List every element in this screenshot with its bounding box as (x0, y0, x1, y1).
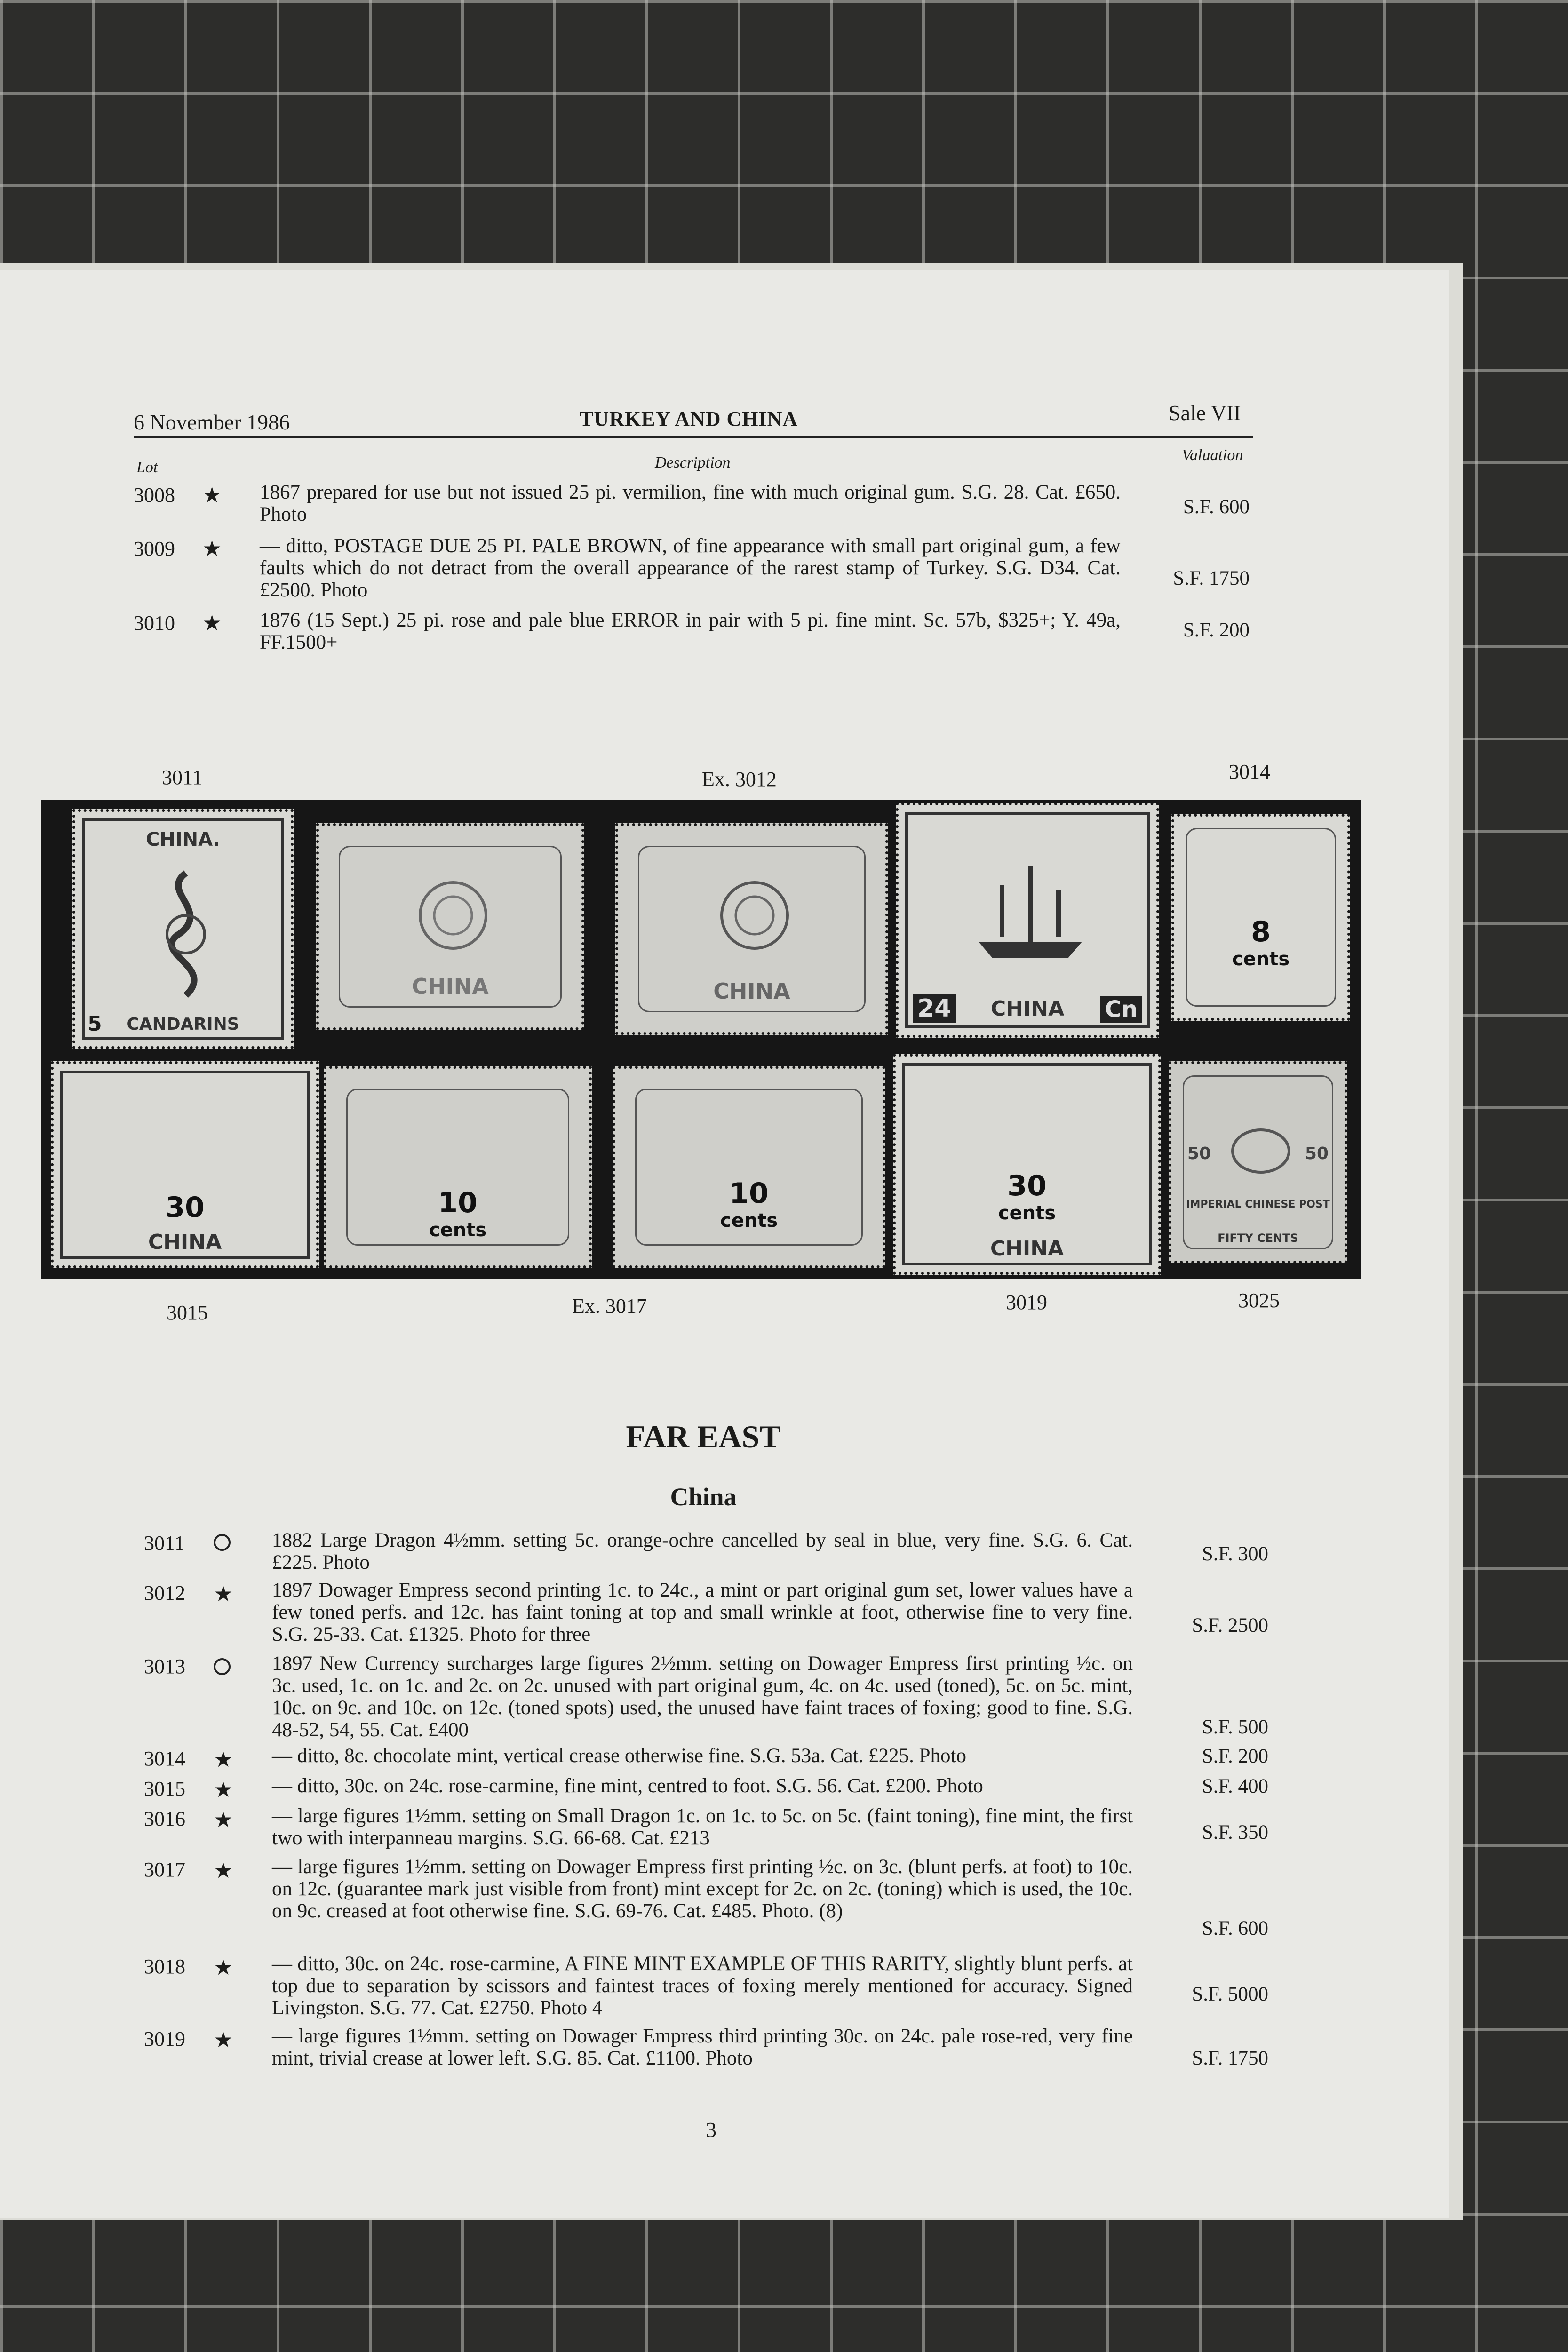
lot-number: 3014 (144, 1747, 185, 1770)
lot-valuation: S.F. 2500 (1192, 1614, 1268, 1637)
column-lot: Lot (136, 459, 158, 476)
dragon-icon (132, 864, 240, 1005)
stamp-surcharge: 30 (165, 1191, 205, 1224)
stamp-photo-plate (41, 800, 1361, 1279)
column-description: Description (655, 454, 731, 471)
lot-description: — ditto, 30c. on 24c. rose-carmine, A FINE MINT EXAMPLE OF THIS RARITY, slightly blunt perfs. at top due to separation by scissors and faintest traces of foxing merely mentioned for accuracy. Signed Livingston. S.G. 77. Cat. £2750. Photo 4 (272, 1953, 1133, 2019)
lot-valuation: S.F. 300 (1202, 1543, 1268, 1565)
mint-star-icon (214, 1581, 233, 1606)
stamp-surcharge: cents (1232, 948, 1290, 970)
lot-description: — ditto, 30c. on 24c. rose-carmine, fine mint, centred to foot. S.G. 56. Cat. £200. Photo (272, 1775, 983, 1797)
lot-number: 3019 (144, 2027, 185, 2050)
stamp-text: CHINA (412, 974, 489, 999)
lot-description: — ditto, POSTAGE DUE 25 PI. PALE BROWN, of fine appearance with small part original gum, a few faults which do not detract from the overall appearance of the rarest stamp of Turkey. S.G. D34. Cat. £2500. Photo (260, 535, 1121, 601)
stamp-text: IMPERIAL CHINESE POST (1186, 1199, 1330, 1210)
photo-caption: Ex. 3017 (572, 1295, 647, 1318)
lot-number: 3012 (144, 1581, 185, 1605)
lot-description: 1867 prepared for use but not issued 25 pi. vermilion, fine with much original gum. S.G. 28. Cat. £650. Photo (260, 481, 1121, 525)
stamp-imperial-post (1169, 1061, 1347, 1263)
lot-valuation: S.F. 5000 (1192, 1983, 1268, 2005)
header-rule (134, 436, 1253, 438)
stamp-surcharge-30c (893, 1054, 1161, 1275)
mint-star-icon (202, 536, 222, 561)
section-title: FAR EAST (626, 1419, 781, 1454)
mint-star-icon (214, 1807, 233, 1832)
lot-description: 1897 Dowager Empress second printing 1c. to 24c., a mint or part original gum set, lower values have a few toned perfs. and 12c. has faint toning at top and small wrinkle at foot, otherwise fine to very fine. S.G. 25-33. Cat. £1325. Photo for three (272, 1579, 1133, 1645)
lot-number: 3016 (144, 1807, 185, 1830)
lot-number: 3017 (144, 1858, 185, 1881)
lot-description: 1876 (15 Sept.) 25 pi. rose and pale blue ERROR in pair with 5 pi. fine mint. Sc. 57b, $325+; Y. 49a, FF.1500+ (260, 609, 1121, 653)
photo-caption: 3011 (162, 766, 203, 789)
stamp-surcharge-8c (1171, 814, 1350, 1021)
ship-icon (969, 857, 1091, 965)
lot-number: 3018 (144, 1955, 185, 1978)
stamp-text: FIFTY CENTS (1218, 1232, 1298, 1245)
stamp-surcharge: 8 (1251, 915, 1271, 948)
photo-caption: 3025 (1238, 1289, 1280, 1312)
lot-description: 1897 New Currency surcharges large figures 2½mm. setting on Dowager Empress first printing ½c. on 3c. used, 1c. on 1c. and 2c. on 2c. unused with part original gum, 4c. on 4c. used (toned), 5c. on 5c. mint, 10c. on 9c. and 10c. on 12c. (toned spots) used, the unused have faint traces of foxing; good to fine. S.G. 48-52, 54, 55. Cat. £400 (272, 1653, 1133, 1741)
stamp-junk-ship (896, 803, 1159, 1038)
lot-valuation: S.F. 200 (1183, 619, 1250, 641)
stamp-text: CHINA. (145, 829, 221, 850)
medallion-icon (415, 878, 491, 953)
mint-star-icon (214, 1777, 233, 1802)
stamp-surcharge: cents (998, 1202, 1056, 1224)
lot-valuation: S.F. 600 (1202, 1917, 1268, 1939)
stamp-large-dragon (72, 809, 294, 1049)
stamp-text: CHINA (990, 997, 1065, 1021)
header-title: TURKEY AND CHINA (580, 407, 798, 430)
stamp-value: 50 (1187, 1144, 1211, 1163)
lot-valuation: S.F. 200 (1202, 1745, 1268, 1767)
stamp-text: Cn (1100, 996, 1142, 1023)
lot-number: 3009 (134, 537, 175, 560)
lot-valuation: S.F. 350 (1202, 1821, 1268, 1843)
lot-description: — large figures 1½mm. setting on Dowager Empress third printing 30c. on 24c. pale rose-red, very fine mint, trivial crease at lower left. S.G. 85. Cat. £1100. Photo (272, 2025, 1133, 2069)
stamp-surcharge-10c (324, 1066, 592, 1268)
lot-valuation: S.F. 500 (1202, 1716, 1268, 1738)
stamp-dowager-empress (615, 823, 888, 1035)
mint-star-icon (202, 482, 222, 508)
lot-description: — large figures 1½mm. setting on Small Dragon 1c. on 1c. to 5c. on 5c. (faint toning), fine mint, the first two with interpanneau margins. S.G. 66-68. Cat. £213 (272, 1805, 1133, 1849)
stamp-surcharge-10c (613, 1066, 885, 1268)
mint-star-icon (214, 2027, 233, 2052)
lot-valuation: S.F. 600 (1183, 496, 1250, 518)
column-valuation: Valuation (1182, 446, 1243, 464)
header-sale: Sale VII (1169, 401, 1241, 425)
stamp-text: CANDARINS (127, 1015, 239, 1034)
stamp-value: 24 (913, 994, 956, 1023)
mint-star-icon (202, 610, 222, 636)
stamp-surcharge: 10 (729, 1177, 769, 1210)
mint-star-icon (214, 1955, 233, 1980)
stamp-surcharge: 30 (1007, 1169, 1047, 1202)
lot-description: 1882 Large Dragon 4½mm. setting 5c. orange-ochre cancelled by seal in blue, very fine. S.G. 6. Cat. £225. Photo (272, 1529, 1133, 1573)
stamp-value: 50 (1305, 1144, 1329, 1163)
stamp-surcharge: cents (720, 1210, 778, 1232)
lot-valuation: S.F. 1750 (1192, 2047, 1268, 2069)
header-date: 6 November 1986 (134, 410, 290, 434)
lot-valuation: S.F. 1750 (1173, 567, 1250, 589)
stamp-surcharge: 10 (438, 1186, 478, 1219)
used-circle-icon (214, 1534, 231, 1553)
photo-caption: 3019 (1006, 1291, 1047, 1314)
lot-number: 3010 (134, 612, 175, 635)
lot-number: 3013 (144, 1655, 185, 1678)
section-subtitle: China (670, 1483, 737, 1511)
stamp-text: CHINA (148, 1230, 222, 1254)
lot-number: 3011 (144, 1532, 185, 1555)
medallion-icon (717, 878, 792, 953)
stamp-text: CHINA (990, 1237, 1064, 1261)
stamp-surcharge: cents (429, 1219, 487, 1241)
stamp-dowager-empress (316, 823, 584, 1030)
lot-valuation: S.F. 400 (1202, 1775, 1268, 1797)
photo-caption: Ex. 3012 (702, 768, 777, 791)
used-circle-icon (214, 1658, 231, 1677)
lot-number: 3015 (144, 1777, 185, 1800)
photo-caption: 3015 (167, 1301, 208, 1324)
carp-icon (1228, 1120, 1294, 1182)
mint-star-icon (214, 1858, 233, 1883)
lot-description: — ditto, 8c. chocolate mint, vertical crease otherwise fine. S.G. 53a. Cat. £225. Photo (272, 1745, 966, 1767)
page-number: 3 (706, 2118, 716, 2142)
stamp-value: 5 (88, 1012, 102, 1036)
photo-caption: 3014 (1229, 760, 1270, 783)
mint-star-icon (214, 1747, 233, 1772)
lot-number: 3008 (134, 484, 175, 507)
lot-description: — large figures 1½mm. setting on Dowager Empress first printing ½c. on 3c. (blunt perfs. at foot) to 10c. on 12c. (guarantee mark just visible from front) mint except for 2c. on 2c. (toning) which is used, the 10c. on 9c. creased at foot otherwise fine. S.G. 69-76. Cat. £485. Photo. (8) (272, 1856, 1133, 1922)
stamp-text: CHINA (713, 978, 790, 1004)
stamp-surcharge-30c (51, 1061, 319, 1268)
